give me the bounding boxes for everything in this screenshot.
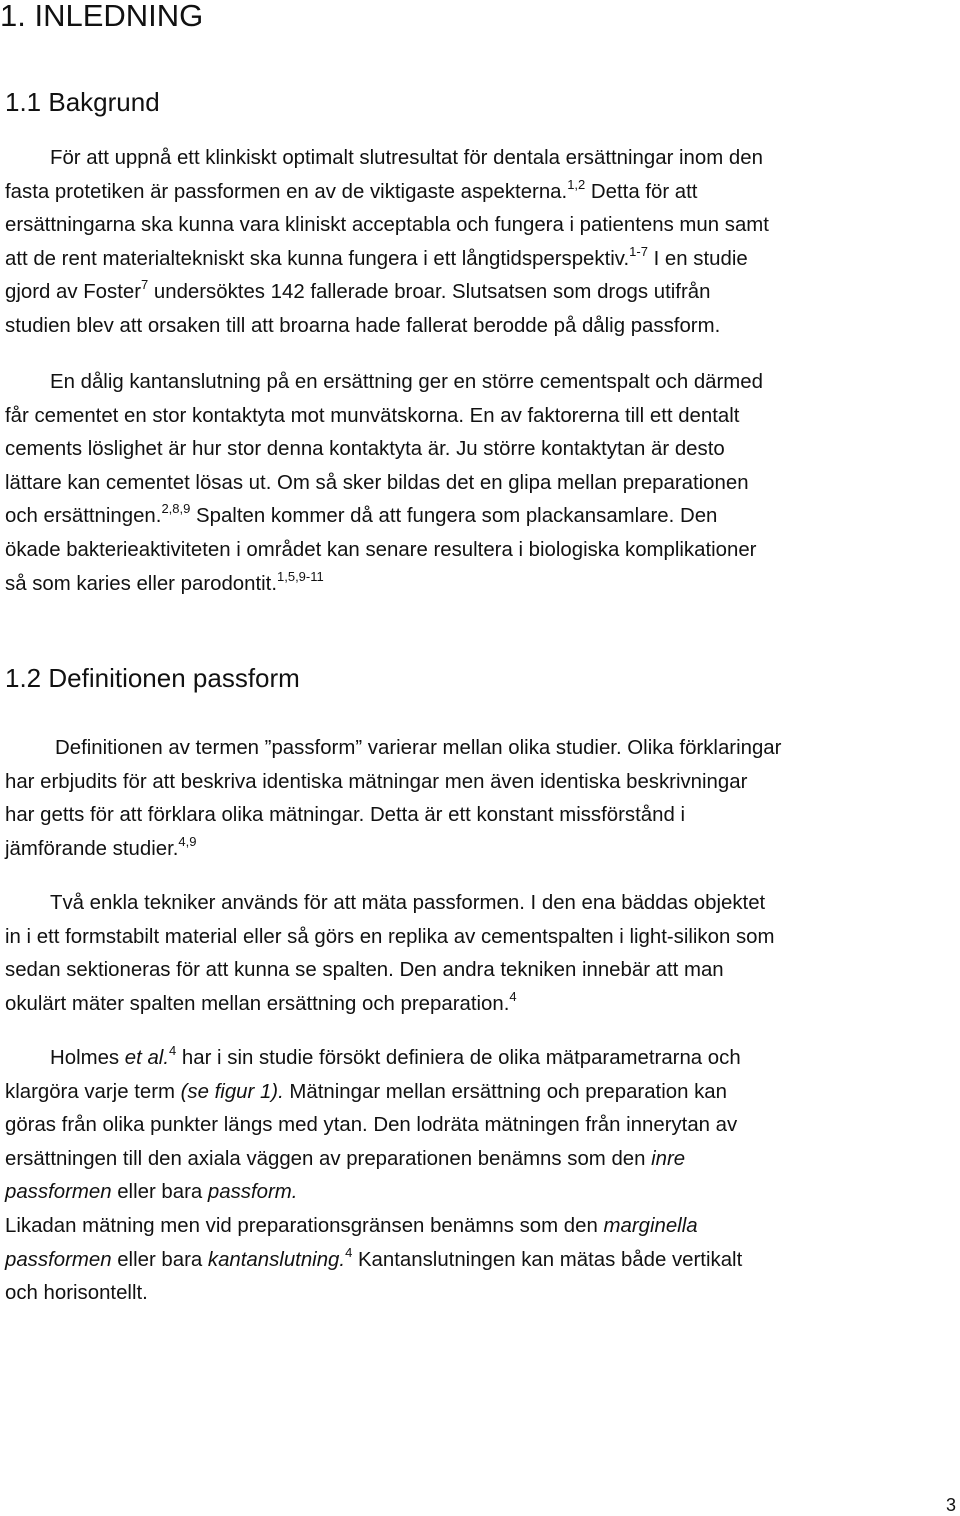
text-line: En dålig kantanslutning på en ersättning ger en större cementspalt och därmed bbox=[50, 371, 763, 393]
text-line: har getts för att förklara olika mätningar. Detta är ett konstant missförstånd i bbox=[5, 804, 685, 827]
text-line: får cementet en stor kontaktyta mot munvätskorna. En av faktorerna till ett dentalt bbox=[5, 404, 740, 427]
text-line: och horisontellt. bbox=[5, 1282, 148, 1305]
text-line: jämförande studier.$^{4,9}$ bbox=[5, 833, 197, 860]
text-line: Likadan mätning men vid preparationsgränsen benämns som den marginella bbox=[5, 1214, 698, 1237]
citation-ref: 4 bbox=[169, 1043, 177, 1058]
text-line: ersättningarna ska kunna vara kliniskt acceptabla och fungera i patientens mun samt bbox=[5, 214, 769, 237]
section-heading-bakgrund: 1.1 Bakgrund bbox=[5, 87, 160, 117]
text-line: så som karies eller parodontit.$^{1,5,9-11}$ bbox=[5, 568, 324, 595]
text-line: ersättningen till den axiala väggen av preparationen benämns som den inre bbox=[5, 1147, 686, 1170]
text-line: passformen eller bara passform. bbox=[5, 1181, 298, 1204]
text-line: Holmes et al.$^4$ har i sin studie försökt definiera de olika mätparametrarna och bbox=[50, 1043, 741, 1069]
text-line: sedan sektioneras för att kunna se spalten. Den andra tekniken innebär att man bbox=[5, 959, 724, 982]
citation-ref: 4 bbox=[345, 1244, 353, 1260]
citation-ref: 1,2 bbox=[567, 176, 586, 192]
text-line: lättare kan cementet lösas ut. Om så sker bildas det en glipa mellan preparationen bbox=[5, 471, 749, 494]
paragraph-definitionen-1 bbox=[5, 732, 960, 866]
paragraph-definitionen-3 bbox=[5, 1042, 960, 1311]
citation-ref: 1-7 bbox=[629, 243, 648, 259]
text-line: att de rent materialtekniskt ska kunna fungera i ett långtidsperspektiv.$^{1-7}$ I en studie bbox=[5, 243, 748, 270]
text-line: göras från olika punkter längs med ytan. Den lodräta mätningen från innerytan av bbox=[5, 1114, 738, 1137]
citation-ref: 1,5,9-11 bbox=[277, 568, 324, 584]
text-line: ökade bakterieaktiviteten i området kan senare resultera i biologiska komplikationer bbox=[5, 538, 757, 561]
paragraph-bakgrund-2 bbox=[5, 366, 960, 601]
text-line: studien blev att orsaken till att broarna hade fallerat berodde på dålig passform. bbox=[5, 314, 721, 337]
text-line: in i ett formstabilt material eller så görs en replika av cementspalten i light-silikon som bbox=[5, 925, 775, 948]
text-line: gjord av Foster$^7$ undersöktes 142 fallerade broar. Slutsatsen som drogs utifrån bbox=[5, 277, 711, 304]
section-heading-definitionen: 1.2 Definitionen passform bbox=[5, 663, 300, 693]
text-line: cements löslighet är hur stor denna kontaktyta är. Ju större kontaktytan är desto bbox=[5, 438, 725, 461]
citation-ref: 4,9 bbox=[178, 833, 197, 849]
text-line: Två enkla tekniker används för att mäta passformen. I den ena bäddas objektet bbox=[50, 892, 766, 914]
chapter-heading: 1. INLEDNING bbox=[0, 0, 204, 33]
text-line: För att uppnå ett klinkiskt optimalt slutresultat för dentala ersättningar inom den bbox=[50, 147, 763, 169]
citation-ref: 2,8,9 bbox=[161, 501, 191, 517]
text-line: passformen eller bara kantanslutning.$^4$ Kantanslutningen kan mätas både vertikalt bbox=[5, 1244, 743, 1271]
text-line: klargöra varje term (se figur 1). Mätningar mellan ersättning och preparation kan bbox=[5, 1080, 727, 1103]
paragraph-bakgrund-1 bbox=[5, 142, 960, 344]
text-line: Definitionen av termen ”passform” varierar mellan olika studier. Olika förklaringar bbox=[55, 737, 782, 759]
text-line: okulärt mäter spalten mellan ersättning och preparation.$^4$ bbox=[5, 988, 517, 1015]
text-line: fasta protetiken är passformen en av de viktigaste aspekterna.$^{1,2}$ Detta för att bbox=[5, 176, 698, 203]
citation-ref: 7 bbox=[141, 277, 149, 293]
text-line: och ersättningen.$^{2,8,9}$ Spalten kommer då att fungera som plackansamlare. Den bbox=[5, 501, 718, 528]
paragraph-definitionen-2 bbox=[5, 887, 960, 1021]
text-line: har erbjudits för att beskriva identiska mätningar men även identiska beskrivningar bbox=[5, 770, 748, 793]
citation-ref: 4 bbox=[509, 988, 517, 1004]
page-number: 3 bbox=[945, 1495, 956, 1515]
